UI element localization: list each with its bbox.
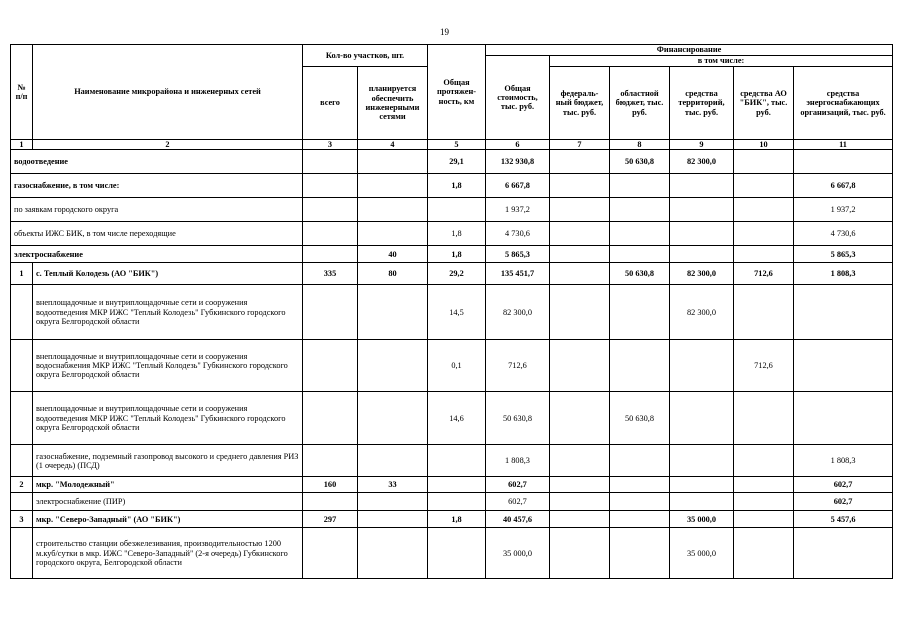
cell-cost: 40 457,6 <box>486 511 550 528</box>
cell-total <box>303 445 358 477</box>
header-length: Общая протяжен-ность, км <box>428 45 486 140</box>
cell-territories: 35 000,0 <box>670 511 734 528</box>
table-row <box>11 285 893 340</box>
cell-regional <box>610 477 670 493</box>
table-row <box>11 445 893 477</box>
cell-cost: 4 730,6 <box>486 222 550 246</box>
cell-cost: 1 808,3 <box>486 445 550 477</box>
header-regional: областной бюджет, тыс. руб. <box>610 67 670 140</box>
cell-regional <box>610 285 670 340</box>
row-number <box>11 340 33 392</box>
cell-total: 160 <box>303 477 358 493</box>
cell-total <box>303 222 358 246</box>
row-number <box>11 285 33 340</box>
cell-length <box>428 198 486 222</box>
header-federal: федераль-ный бюджет, тыс. руб. <box>550 67 610 140</box>
cell-length: 29,1 <box>428 150 486 174</box>
cell-planned <box>358 493 428 511</box>
cell-planned: 33 <box>358 477 428 493</box>
row-number <box>11 493 33 511</box>
cell-length: 29,2 <box>428 263 486 285</box>
header-plots-planned: планируется обеспечить инженерными сетями <box>358 67 428 140</box>
col-number: 1 <box>11 140 33 150</box>
cell-planned <box>358 222 428 246</box>
cell-regional <box>610 174 670 198</box>
cell-federal <box>550 392 610 445</box>
cell-regional: 50 630,8 <box>610 150 670 174</box>
cell-regional: 50 630,8 <box>610 263 670 285</box>
cell-regional <box>610 493 670 511</box>
cell-territories <box>670 222 734 246</box>
cell-planned: 40 <box>358 246 428 263</box>
cell-bik <box>734 511 794 528</box>
cell-energy: 602,7 <box>794 493 893 511</box>
cell-planned <box>358 528 428 579</box>
page-number: 19 <box>440 27 449 37</box>
cell-length: 14,6 <box>428 392 486 445</box>
row-name: по заявкам городского округа <box>11 198 303 222</box>
cell-territories <box>670 174 734 198</box>
cell-federal <box>550 528 610 579</box>
table-row <box>11 511 893 528</box>
cell-planned <box>358 198 428 222</box>
cell-length <box>428 493 486 511</box>
header-incl: в том числе: <box>550 56 893 67</box>
col-number: 7 <box>550 140 610 150</box>
cell-territories <box>670 340 734 392</box>
cell-federal <box>550 263 610 285</box>
col-number: 3 <box>303 140 358 150</box>
table-row <box>11 263 893 285</box>
cell-cost: 82 300,0 <box>486 285 550 340</box>
header-plots-group: Кол-во участков, шт. <box>303 45 428 67</box>
header-cost: Общая стоимость, тыс. руб. <box>486 56 550 140</box>
header-plots-total: всего <box>303 67 358 140</box>
cell-regional <box>610 528 670 579</box>
cell-length: 14,5 <box>428 285 486 340</box>
cell-federal <box>550 174 610 198</box>
cell-planned <box>358 174 428 198</box>
col-number: 2 <box>33 140 303 150</box>
cell-bik <box>734 246 794 263</box>
cell-energy: 1 808,3 <box>794 263 893 285</box>
financing-table <box>10 44 893 579</box>
cell-federal <box>550 445 610 477</box>
cell-planned <box>358 340 428 392</box>
col-number: 4 <box>358 140 428 150</box>
cell-bik <box>734 493 794 511</box>
cell-regional <box>610 340 670 392</box>
cell-regional <box>610 246 670 263</box>
cell-regional <box>610 445 670 477</box>
cell-cost: 5 865,3 <box>486 246 550 263</box>
cell-energy: 602,7 <box>794 477 893 493</box>
cell-bik <box>734 445 794 477</box>
header-energy: средства энергоснабжающих организаций, тыс. руб. <box>794 67 893 140</box>
cell-length <box>428 445 486 477</box>
cell-planned <box>358 150 428 174</box>
cell-bik <box>734 174 794 198</box>
cell-energy: 5 457,6 <box>794 511 893 528</box>
cell-cost: 135 451,7 <box>486 263 550 285</box>
row-number: 3 <box>11 511 33 528</box>
cell-territories <box>670 445 734 477</box>
cell-total <box>303 340 358 392</box>
cell-energy <box>794 340 893 392</box>
cell-total <box>303 246 358 263</box>
cell-total <box>303 493 358 511</box>
cell-regional <box>610 222 670 246</box>
cell-federal <box>550 150 610 174</box>
col-number: 11 <box>794 140 893 150</box>
row-number <box>11 528 33 579</box>
cell-bik: 712,6 <box>734 263 794 285</box>
col-number: 10 <box>734 140 794 150</box>
cell-total <box>303 198 358 222</box>
cell-territories: 35 000,0 <box>670 528 734 579</box>
cell-regional <box>610 511 670 528</box>
cell-territories <box>670 493 734 511</box>
cell-federal <box>550 246 610 263</box>
cell-length: 1,8 <box>428 511 486 528</box>
col-number: 8 <box>610 140 670 150</box>
row-name: объекты ИЖС БИК, в том числе переходящие <box>11 222 303 246</box>
cell-territories: 82 300,0 <box>670 285 734 340</box>
row-name: с. Теплый Колодезь (АО "БИК") <box>33 263 303 285</box>
cell-territories: 82 300,0 <box>670 263 734 285</box>
table-row <box>11 340 893 392</box>
cell-bik <box>734 285 794 340</box>
cell-federal <box>550 222 610 246</box>
row-name: мкр. "Молодежный" <box>33 477 303 493</box>
table-row <box>11 392 893 445</box>
cell-energy <box>794 528 893 579</box>
cell-territories <box>670 392 734 445</box>
cell-regional <box>610 198 670 222</box>
cell-regional: 50 630,8 <box>610 392 670 445</box>
table-row <box>11 528 893 579</box>
cell-energy: 1 937,2 <box>794 198 893 222</box>
row-number: 1 <box>11 263 33 285</box>
cell-federal <box>550 511 610 528</box>
cell-federal <box>550 198 610 222</box>
cell-energy: 4 730,6 <box>794 222 893 246</box>
row-name: электроснабжение (ПИР) <box>33 493 303 511</box>
cell-energy: 5 865,3 <box>794 246 893 263</box>
row-name: мкр. "Северо-Западный" (АО "БИК") <box>33 511 303 528</box>
cell-cost: 50 630,8 <box>486 392 550 445</box>
row-number: 2 <box>11 477 33 493</box>
cell-territories <box>670 477 734 493</box>
row-number <box>11 445 33 477</box>
cell-length <box>428 477 486 493</box>
cell-length: 1,8 <box>428 174 486 198</box>
cell-bik <box>734 392 794 445</box>
cell-bik <box>734 150 794 174</box>
cell-planned <box>358 285 428 340</box>
table-row <box>11 174 893 198</box>
cell-total: 335 <box>303 263 358 285</box>
cell-federal <box>550 285 610 340</box>
row-name: газоснабжение, в том числе: <box>11 174 303 198</box>
header-bik: средства АО "БИК", тыс. руб. <box>734 67 794 140</box>
cell-territories <box>670 246 734 263</box>
cell-planned <box>358 392 428 445</box>
table-row <box>11 493 893 511</box>
cell-bik: 712,6 <box>734 340 794 392</box>
row-number <box>11 392 33 445</box>
row-name: внеплощадочные и внутриплощадочные сети и сооружения водоотведения МКР ИЖС "Теплый Колодезь" Губкинского городского округа Белгородской области <box>33 392 303 445</box>
cell-length <box>428 528 486 579</box>
row-name: внеплощадочные и внутриплощадочные сети и сооружения водоотведения МКР ИЖС "Теплый Колодезь" Губкинского городского округа Белгородской области <box>33 285 303 340</box>
cell-bik <box>734 528 794 579</box>
cell-energy: 6 667,8 <box>794 174 893 198</box>
cell-length: 0,1 <box>428 340 486 392</box>
header-territories: средства территорий, тыс. руб. <box>670 67 734 140</box>
row-name: электроснабжение <box>11 246 303 263</box>
cell-federal <box>550 493 610 511</box>
cell-total: 297 <box>303 511 358 528</box>
cell-planned: 80 <box>358 263 428 285</box>
table-row <box>11 222 893 246</box>
cell-total <box>303 174 358 198</box>
cell-federal <box>550 477 610 493</box>
cell-planned <box>358 511 428 528</box>
cell-cost: 602,7 <box>486 477 550 493</box>
cell-energy <box>794 150 893 174</box>
cell-territories <box>670 198 734 222</box>
cell-cost: 712,6 <box>486 340 550 392</box>
cell-total <box>303 150 358 174</box>
header-financing: Финансирование <box>486 45 893 56</box>
cell-total <box>303 285 358 340</box>
cell-federal <box>550 340 610 392</box>
table-row <box>11 198 893 222</box>
cell-territories: 82 300,0 <box>670 150 734 174</box>
row-name: строительство станции обезжелезивания, производительностью 1200 м.куб/сутки в мкр. ИЖС "Северо-Западный" (2-я очередь) Губкинского городского округа, Белгородской области <box>33 528 303 579</box>
cell-length: 1,8 <box>428 222 486 246</box>
cell-cost: 35 000,0 <box>486 528 550 579</box>
cell-energy <box>794 392 893 445</box>
row-name: газоснабжение, подземный газопровод высокого и среднего давления РИЗ (1 очередь) (ПСД) <box>33 445 303 477</box>
cell-total <box>303 528 358 579</box>
cell-bik <box>734 477 794 493</box>
cell-total <box>303 392 358 445</box>
table-row <box>11 246 893 263</box>
col-number: 9 <box>670 140 734 150</box>
table-row <box>11 150 893 174</box>
header-name: Наименование микрорайона и инженерных сетей <box>33 45 303 140</box>
cell-cost: 1 937,2 <box>486 198 550 222</box>
header-no: № п/п <box>11 45 33 140</box>
cell-cost: 602,7 <box>486 493 550 511</box>
cell-cost: 6 667,8 <box>486 174 550 198</box>
cell-energy <box>794 285 893 340</box>
cell-planned <box>358 445 428 477</box>
cell-bik <box>734 198 794 222</box>
cell-energy: 1 808,3 <box>794 445 893 477</box>
row-name: водоотведение <box>11 150 303 174</box>
cell-length: 1,8 <box>428 246 486 263</box>
col-number: 6 <box>486 140 550 150</box>
cell-bik <box>734 222 794 246</box>
table-row <box>11 477 893 493</box>
row-name: внеплощадочные и внутриплощадочные сети и сооружения водоснабжения МКР ИЖС "Теплый Колодезь" Губкинского городского округа Белгородской области <box>33 340 303 392</box>
col-number: 5 <box>428 140 486 150</box>
cell-cost: 132 930,8 <box>486 150 550 174</box>
